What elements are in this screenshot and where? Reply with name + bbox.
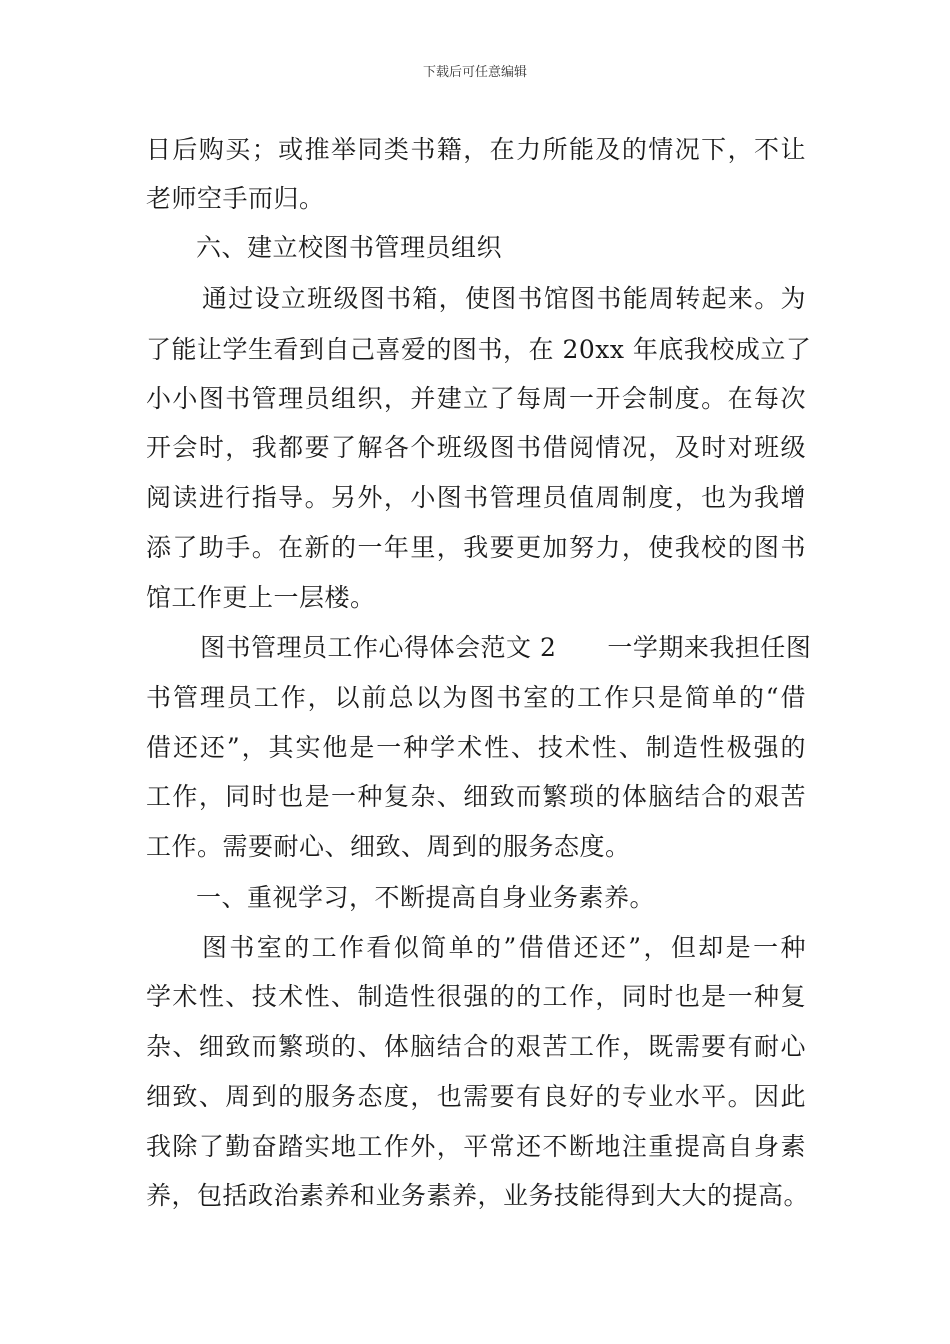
text-line: 日后购买；或推举同类书籍，在力所能及的情况下，不让 <box>146 135 806 164</box>
text-line: 阅读进行指导。另外，小图书管理员值周制度，也为我增 <box>146 483 806 512</box>
text-line: 馆工作更上一层楼。 <box>146 583 376 612</box>
text-line: 通过设立班级图书箱，使图书馆图书能周转起来。为 <box>202 284 806 313</box>
text-line: 一、重视学习，不断提高自身业务素养。 <box>196 883 656 912</box>
page-header: 下载后可任意编辑 <box>422 65 527 80</box>
text-line: 书管理员工作，以前总以为图书室的工作只是简单的“借 <box>146 683 806 712</box>
text-line: 老师空手而归。 <box>146 184 325 213</box>
text-line: 了能让学生看到自己喜爱的图书，在 20xx 年底我校成立了 <box>146 335 812 364</box>
text-line: 图书管理员工作心得体会范文 2 一学期来我担任图 <box>200 633 812 662</box>
text-line: 我除了勤奋踏实地工作外，平常还不断地注重提高自身素 <box>146 1132 806 1161</box>
text-line: 六、建立校图书管理员组织 <box>196 233 503 262</box>
text-line: 开会时，我都要了解各个班级图书借阅情况，及时对班级 <box>146 433 806 462</box>
text-line: 杂、细致而繁琐的、体脑结合的艰苦工作，既需要有耐心 <box>146 1032 806 1061</box>
text-line: 添了助手。在新的一年里，我要更加努力，使我校的图书 <box>146 533 806 562</box>
text-line: 小小图书管理员组织，并建立了每周一开会制度。在每次 <box>146 384 806 413</box>
text-line: 学术性、技术性、制造性很强的的工作，同时也是一种复 <box>146 982 806 1011</box>
text-line: 工作，同时也是一种复杂、细致而繁琐的体脑结合的艰苦 <box>146 782 806 811</box>
text-line: 借还还”，其实他是一种学术性、技术性、制造性极强的 <box>146 733 806 762</box>
text-line: 图书室的工作看似简单的”借借还还”，但却是一种 <box>202 933 806 962</box>
text-line: 养，包括政治素养和业务素养，业务技能得到大大的提高。 <box>146 1181 810 1210</box>
text-line: 细致、周到的服务态度，也需要有良好的专业水平。因此 <box>146 1082 806 1111</box>
text-line: 工作。需要耐心、细致、周到的服务态度。 <box>146 832 631 861</box>
